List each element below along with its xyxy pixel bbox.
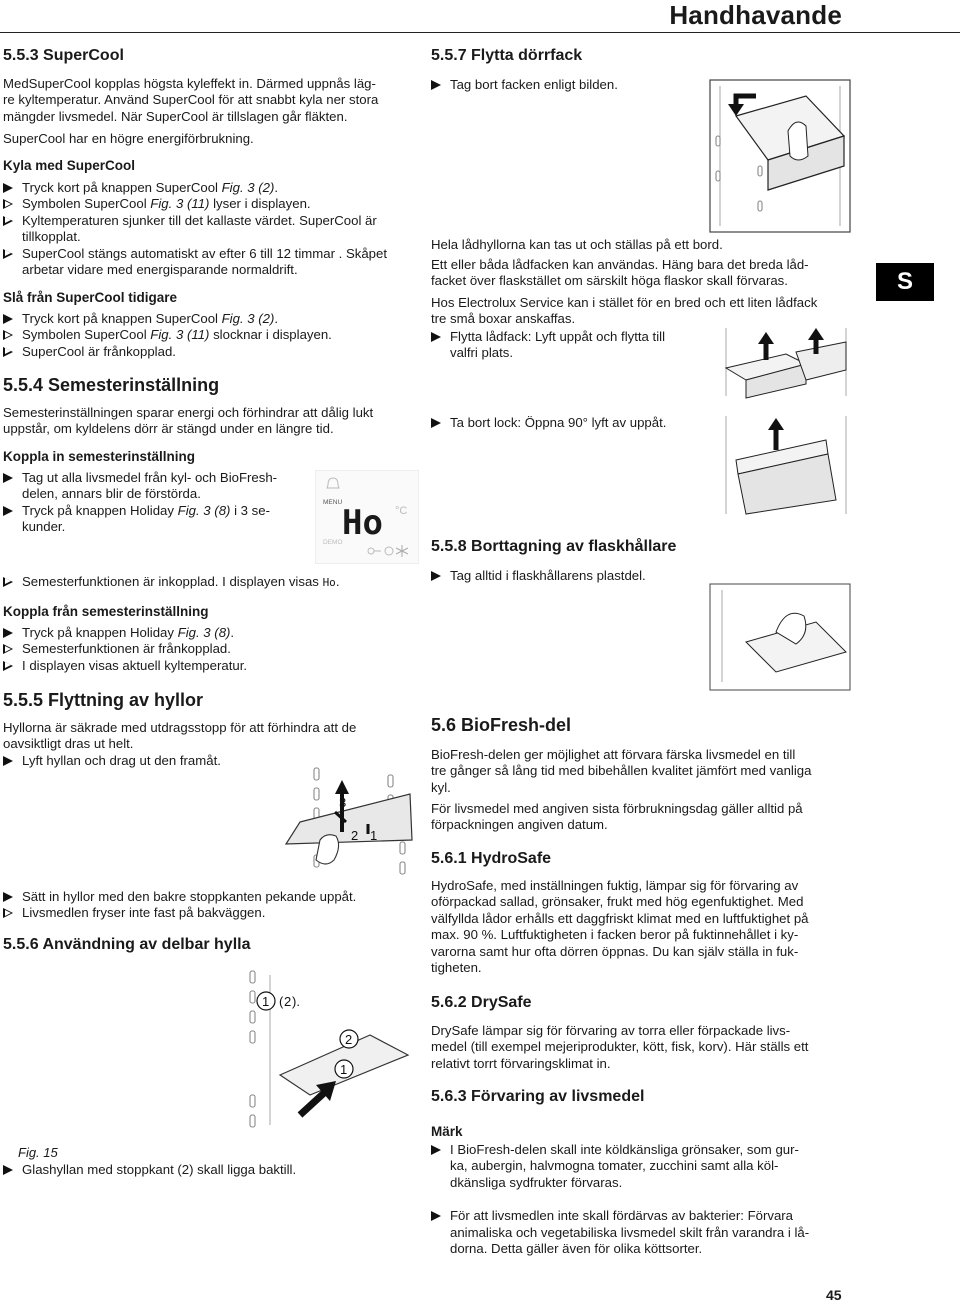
header-rule xyxy=(0,32,960,33)
result-arrow-icon xyxy=(3,199,13,209)
list-item: I BioFresh-delen skall inte köldkänsliga grönsaker, som gur- ka, aubergin, halvmogna tomater, zucchini samt alla köl- dkänsliga sydfrukter förvaras. xyxy=(431,1142,846,1191)
section-title-5-5-4: 5.5.4 Semesterinställning xyxy=(3,375,220,395)
shelf-drawing xyxy=(280,760,420,880)
list-item: Tag bort facken enligt bilden. xyxy=(431,77,851,93)
list-item: Symbolen SuperCool Fig. 3 (11) slocknar i displayen. xyxy=(3,327,413,343)
text-line: Hos Electrolux Service kan i stället för en bred och ett liten lådfack xyxy=(431,295,818,310)
delbar-hylla-step xyxy=(3,1162,423,1178)
section-title-5-6-3: 5.6.3 Förvaring av livsmedel xyxy=(431,1088,645,1105)
text-line: relativt torrt förvaringsklimat in. xyxy=(431,1055,611,1071)
text-line: tigheten. xyxy=(431,960,482,976)
list-item: Glashyllan med stoppkant (2) skall ligga baktill. xyxy=(3,1162,423,1178)
text-line: oförpackad sallad, grönsaker, frukt med hög egenfuktighet. Med xyxy=(431,894,804,910)
split-shelf-drawing xyxy=(240,965,422,1145)
lid-removal-figure xyxy=(706,410,854,520)
action-arrow-icon xyxy=(431,1211,441,1221)
section-title-5-6-2: 5.6.2 DrySafe xyxy=(431,994,532,1011)
text-line: re kyltemperatur. Använd SuperCool för att snabbt kyla ner stora xyxy=(3,92,379,108)
running-head-title: Handhavande xyxy=(669,0,842,30)
section-title-5-5-6: 5.5.6 Användning av delbar hylla xyxy=(3,936,251,953)
action-arrow-icon xyxy=(431,418,441,428)
note-heading: Märk xyxy=(431,1124,463,1139)
result-arrow-icon xyxy=(3,330,13,340)
heading-koppla-fran: Koppla från semesterinställning xyxy=(3,604,209,619)
list-item: Livsmedlen fryser inte fast på bakväggen. xyxy=(3,905,423,921)
text-line: Ett eller båda lådfacken kan användas. Häng bara det breda låd- xyxy=(431,257,809,272)
energy-note: SuperCool har en högre energiförbrukning. xyxy=(3,131,254,146)
semester-result xyxy=(3,574,423,591)
text-line: max. 90 %. Luftfuktigheten i facken beror på fuktinnehållet i ky- xyxy=(431,927,799,943)
text-line: Hyllorna är säkrade med utdragsstopp för att förhindra att de xyxy=(3,720,357,735)
text-line: BioFresh-delen ger möjlighet att förvara färska livsmedel en till xyxy=(431,747,796,762)
display-demo-label: DEMO xyxy=(323,539,343,546)
fig-label-1: 1 xyxy=(370,828,378,843)
display-code: Ho xyxy=(342,503,383,543)
dorrfack-step-2 xyxy=(431,329,731,362)
door-rack-drawing xyxy=(706,76,854,236)
drawer-move-drawing xyxy=(706,324,854,400)
text-line: mängder livsmedel. När SuperCool är tillslagen går fläkten. xyxy=(3,108,348,124)
section-title-5-5-7: 5.5.7 Flytta dörrfack xyxy=(431,47,583,64)
result-arrow-icon xyxy=(3,577,13,587)
fig15-label-paren-2: ( xyxy=(279,994,284,1009)
text-line: oavsiktligt dras ut helt. xyxy=(3,736,134,752)
display-drawing xyxy=(316,471,418,563)
action-arrow-icon xyxy=(3,506,13,516)
list-item: I displayen visas aktuell kyltemperatur. xyxy=(3,658,423,674)
figure-caption: Fig. 15 xyxy=(18,1145,58,1160)
biofresh-p2 xyxy=(431,801,851,834)
forvaring-list xyxy=(431,1142,846,1257)
bottle-holder-drawing xyxy=(706,582,854,692)
text-line: välfyllda lådor erhålls ett daggfriskt klimat med en luftfuktighet på xyxy=(431,910,809,926)
section-title-5-6: 5.6 BioFresh-del xyxy=(431,715,572,735)
list-item: Kyltemperaturen sjunker till det kallaste värdet. SuperCool är tillkopplat. xyxy=(3,213,413,246)
list-item: Semesterfunktionen är inkopplad. I displayen visas Ho. xyxy=(3,574,423,591)
semester-intro xyxy=(3,405,423,438)
text-line: tre små boxar anskaffas. xyxy=(431,311,576,327)
koppla-fran-list xyxy=(3,625,423,674)
dorrfack-p3 xyxy=(431,295,851,328)
text-line: tre gånger så lång tid med bibehållen kvalitet jämfört med vanliga xyxy=(431,763,812,779)
door-rack-figure xyxy=(706,76,854,236)
action-arrow-icon xyxy=(431,1145,441,1155)
page-number: 45 xyxy=(826,1287,842,1303)
list-item: Tryck på knappen Holiday Fig. 3 (8). xyxy=(3,625,423,641)
action-arrow-icon xyxy=(3,183,13,193)
text-line: För livsmedel med angiven sista förbrukningsdag gäller alltid på xyxy=(431,801,803,816)
lock-step xyxy=(431,415,711,431)
supercool-intro xyxy=(3,76,413,125)
fig15-label-1: 1 xyxy=(262,994,270,1009)
fig-label-2: 2 xyxy=(351,828,359,843)
list-item: Symbolen SuperCool Fig. 3 (11) lyser i displayen. xyxy=(3,196,413,212)
list-item: Tryck kort på knappen SuperCool Fig. 3 (2). xyxy=(3,311,413,327)
text-line: Semesterinställningen sparar energi och förhindrar att dålig lukt xyxy=(3,405,374,420)
list-item: Tag alltid i flaskhållarens plastdel. xyxy=(431,568,851,584)
list-item: Flytta lådfack: Lyft uppåt och flytta till valfri plats. xyxy=(431,329,731,362)
hyllor-intro xyxy=(3,720,423,753)
heading-koppla-in: Koppla in semesterinställning xyxy=(3,449,196,464)
result-arrow-icon xyxy=(3,661,13,671)
list-item: Lyft hyllan och drag ut den framåt. xyxy=(3,753,423,769)
hydrosafe-text xyxy=(431,878,851,976)
text-line: förpackningen angiven datum. xyxy=(431,817,608,833)
heading-sla-fran-supercool: Slå från SuperCool tidigare xyxy=(3,290,178,305)
list-item: Sätt in hyllor med den bakre stoppkanten pekande uppåt. xyxy=(3,889,423,905)
drysafe-text xyxy=(431,1023,851,1072)
shelf-removal-figure xyxy=(280,760,420,880)
section-title-5-5-8: 5.5.8 Borttagning av flaskhållare xyxy=(431,538,677,555)
drawer-move-figure xyxy=(706,324,854,400)
result-arrow-icon xyxy=(3,216,13,226)
section-title-5-6-1: 5.6.1 HydroSafe xyxy=(431,850,552,867)
action-arrow-icon xyxy=(431,332,441,342)
action-arrow-icon xyxy=(431,80,441,90)
display-menu-label: MENU xyxy=(323,499,343,506)
text-line: HydroSafe, med inställningen fuktig, lämpar sig för förvaring av xyxy=(431,878,799,893)
result-arrow-icon xyxy=(3,347,13,357)
section-title-5-5-5: 5.5.5 Flyttning av hyllor xyxy=(3,690,204,710)
hyllor-steps-2 xyxy=(3,889,423,922)
fig15-circle-2: 2 xyxy=(345,1032,353,1047)
fig15-label-2: 2 xyxy=(284,994,292,1009)
result-arrow-icon xyxy=(3,249,13,259)
section-title-5-5-3: 5.5.3 SuperCool xyxy=(3,47,124,64)
result-arrow-icon xyxy=(3,908,13,918)
language-tab: S xyxy=(876,263,934,301)
list-item: Tryck kort på knappen SuperCool Fig. 3 (2). xyxy=(3,180,413,196)
text-line: varorna samt hur ofta dörren öppnas. Du kan själv ställa in fuk- xyxy=(431,943,799,959)
action-arrow-icon xyxy=(3,314,13,324)
lid-removal-drawing xyxy=(706,410,854,520)
text-line: uppstår, om kyldelens dörr är stängd under en längre tid. xyxy=(3,421,334,437)
display-unit: °C xyxy=(395,505,408,517)
action-arrow-icon xyxy=(431,571,441,581)
list-item: Semesterfunktionen är frånkopplad. xyxy=(3,641,423,657)
kyla-list xyxy=(3,180,413,278)
list-item: SuperCool stängs automatiskt av efter 6 till 12 timmar . Skåpet arbetar vidare med energisparande normaldrift. xyxy=(3,246,413,279)
heading-kyla-med-supercool: Kyla med SuperCool xyxy=(3,158,136,173)
fig15-label-close: ). xyxy=(292,994,300,1009)
action-arrow-icon xyxy=(3,756,13,766)
fig-label-3: 3 xyxy=(339,795,347,810)
sla-fran-list xyxy=(3,311,413,360)
list-item: Tryck på knappen Holiday Fig. 3 (8) i 3 se- kunder. xyxy=(3,503,323,536)
split-shelf-figure xyxy=(240,965,422,1145)
text-line: medel (till exempel mejeriprodukter, kött, fisk, korv). Här ställs ett xyxy=(431,1039,809,1055)
list-item: Ta bort lock: Öppna 90° lyft av uppåt. xyxy=(431,415,711,431)
biofresh-p1 xyxy=(431,747,851,796)
result-arrow-icon xyxy=(3,644,13,654)
text-line: facket över flaskstället om särskilt höga flaskor skall förvaras. xyxy=(431,273,788,289)
list-item: SuperCool är frånkopplad. xyxy=(3,344,413,360)
fig15-circle-1: 1 xyxy=(340,1062,348,1077)
action-arrow-icon xyxy=(3,892,13,902)
dorrfack-p1: Hela lådhyllorna kan tas ut och ställas på ett bord. xyxy=(431,237,723,252)
action-arrow-icon xyxy=(3,1165,13,1175)
list-item: För att livsmedlen inte skall fördärvas av bakterier: Förvara animaliska och vegetabiliska livsmedel skilt från varandra i lå- dorna. Detta gäller även för olika köttsorter. xyxy=(431,1208,846,1257)
holiday-display-figure xyxy=(315,470,419,564)
bottle-holder-figure xyxy=(706,582,854,692)
dorrfack-p2 xyxy=(431,257,851,290)
text-line: DrySafe lämpar sig för förvaring av torra eller förpackade livs- xyxy=(431,1023,791,1038)
text-line: MedSuperCool kopplas högsta kyleffekt in. Därmed uppnås läg- xyxy=(3,76,376,91)
action-arrow-icon xyxy=(3,628,13,638)
action-arrow-icon xyxy=(3,473,13,483)
text-line: kyl. xyxy=(431,779,451,795)
list-item: Tag ut alla livsmedel från kyl- och BioFresh- delen, annars blir de förstörda. xyxy=(3,470,323,503)
koppla-in-list xyxy=(3,470,323,536)
